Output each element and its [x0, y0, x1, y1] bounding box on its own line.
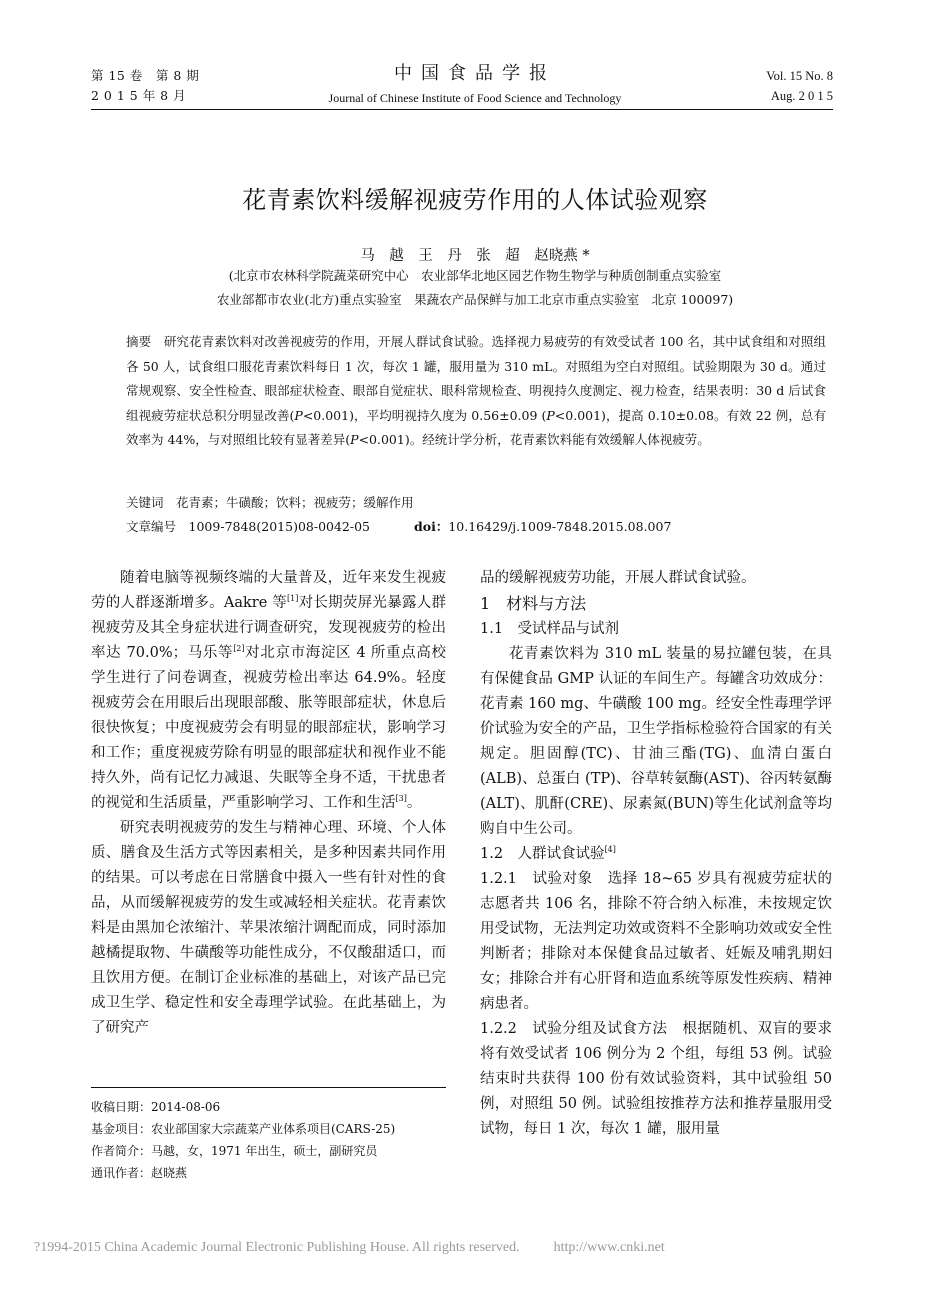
- citation-ref: [3]: [395, 794, 407, 804]
- body-paragraph: [91, 566, 446, 816]
- citation-ref: [4]: [604, 845, 616, 855]
- affiliation-line-2: 农业部都市农业(北方)重点实验室 果蔬农产品保鲜与加工北京市重点实验室 北京 100097): [216, 292, 734, 307]
- body-paragraph: 研究表明视疲劳的发生与精神心理、环境、个人体质、膳食及生活方式等因素相关，是多种因素共同作用的结果。可以考虑在日常膳食中摄入一些有针对性的食品，从而缓解视疲劳的发生或减轻相关症状。花青素饮料是由黑加仑浓缩汁、苹果浓缩汁调配而成，同时添加越橘提取物、牛磺酸等功能性成分，不仅酸甜适口，而且饮用方便。在制订企业标准的基础上，对该产品已完成卫生学、稳定性和安全毒理学试验。在此基础上，为了研究产: [91, 820, 446, 1036]
- footnote-fund: 基金项目：农业部国家大宗蔬菜产业体系项目(CARS-25): [91, 1122, 396, 1136]
- article-number-label: 文章编号: [126, 519, 177, 534]
- article-number: 1009-7848(2015)08-0042-05: [188, 519, 371, 534]
- copyright-link[interactable]: http://www.cnki.net: [553, 1240, 665, 1255]
- copyright-text: ?1994-2015 China Academic Journal Electronic Publishing House. All rights reserved.: [34, 1240, 520, 1255]
- header-date: 2 0 1 5 年 8 月: [91, 88, 187, 103]
- subsection-heading: [480, 842, 832, 867]
- body-paragraph: 1.2.1 试验对象 选择 18~65 岁具有视疲劳症状的志愿者共 106 名，排除不符合纳入标准，未按规定饮用受试物，无法判定功效或资料不全影响功效或安全性判断者；排除对本保健食品过敏者、妊娠及哺乳期妇女；排除合并有心肝肾和造血系统等原发性疾病、精神病患者。: [480, 871, 832, 1012]
- body-paragraph: 花青素饮料为 310 mL 装量的易拉罐包装，在具有保健食品 GMP 认证的车间生产。每罐含功效成分：花青素 160 mg、牛磺酸 100 mg。经安全性毒理学评价试验为安全的产品，卫生学指标检验符合国家的有关规定。胆固醇(TC)、甘油三酯(TG)、血清白蛋白 (ALB)、总蛋白 (TP)、谷草转氨酶(AST)、谷丙转氨酶(ALT)、肌酐(CRE)、尿素氮(BUN)等生化试剂盒等均购自中生公司。: [480, 646, 832, 837]
- body-text: 对北京市海淀区 4 所重点高校学生进行了问卷调查，视疲劳检出率达 64.9%。轻度视疲劳会在用眼后出现眼部酸、胀等眼部症状，休息后很快恢复；中度视疲劳会有明显的眼部症状，影响学习和工作；重度视疲劳除有明显的眼部症状和视作业不能持久外，尚有记忆力减退、失眠等全身不适，干扰患者的视觉和生活质量，严重影响学习、工作和生活: [91, 645, 446, 811]
- p-symbol: P: [350, 432, 359, 447]
- abstract-text: <0.001)，平均明视持久度为 0.56±0.09 (: [302, 407, 547, 423]
- body-column-left: [91, 566, 446, 1041]
- header-volume-en: Vol. 15 No. 8: [766, 69, 833, 83]
- abstract-text: <0.001)。经统计学分析，花青素饮料能有效缓解人体视疲劳。: [358, 432, 710, 447]
- journal-name-en: Journal of Chinese Institute of Food Science and Technology: [328, 91, 622, 105]
- affiliation-line-1: (北京市农林科学院蔬菜研究中心 农业部华北地区园艺作物生物学与种质创制重点实验室: [228, 268, 722, 283]
- p-symbol: P: [294, 407, 303, 423]
- header-journal: [287, 62, 663, 106]
- abstract-text: <0.001)，提高 0.10±0.08。有效 22 例，总有效率为 44%，与对照组比较有显著差异(: [126, 407, 826, 447]
- keywords-text: 花青素；牛磺酸；饮料；视疲劳；缓解作用: [176, 495, 414, 510]
- paper-title: 花青素饮料缓解视疲劳作用的人体试验观察: [242, 186, 708, 214]
- header-issue-info: [91, 66, 199, 106]
- journal-name-cn: 中国食品学报: [394, 63, 556, 84]
- body-text: 。: [406, 795, 422, 811]
- doi-label: doi：: [414, 519, 449, 534]
- body-column-right: [480, 566, 832, 1142]
- abstract-label: 摘要: [126, 334, 152, 349]
- body-paragraph: 1.2.2 试验分组及试食方法 根据随机、双盲的要求将有效受试者 106 例分为 2 个组，每组 53 例。试验结束时共获得 100 份有效试验资料，其中试验组 50 例，对照组 50 例。试验组按推荐方法和推荐量服用受试物，每日 1 次，每次 1 罐，服用量: [480, 1021, 832, 1137]
- footnote-divider: [91, 1087, 446, 1088]
- subsection-heading: 1.1 受试样品与试剂: [480, 621, 620, 637]
- header-divider: [91, 109, 833, 110]
- section-heading: 1 材料与方法: [480, 594, 587, 613]
- keywords-label: 关键词: [126, 495, 164, 510]
- footnote-received: 收稿日期：2014-08-06: [91, 1100, 221, 1114]
- copyright-notice: [34, 1240, 665, 1256]
- body-text: 随着电脑等视频终端的大量普及，近年来发生视疲劳的人群逐渐增多。Aakre 等: [91, 570, 446, 611]
- citation-ref: [1]: [286, 594, 299, 604]
- footnote-corresponding: 通讯作者：赵晓燕: [91, 1166, 188, 1180]
- abstract: [126, 330, 826, 453]
- article-info: [126, 516, 671, 538]
- keywords: [126, 492, 414, 514]
- author-list: 马 越 王 丹 张 超 赵晓燕 *: [360, 248, 590, 264]
- footnotes: [91, 1096, 471, 1184]
- header-volume: 第 15 卷 第 8 期: [91, 68, 200, 83]
- header-issue-info-en: [766, 66, 833, 106]
- doi-value: 10.16429/j.1009-7848.2015.08.007: [448, 519, 672, 534]
- body-text: 对长期荧屏光暴露人群视疲劳及其全身症状进行调查研究，发现视疲劳的检出率达 70.0%；马乐等: [91, 595, 447, 661]
- header-date-en: Aug. 2 0 1 5: [770, 89, 833, 103]
- body-paragraph-continued: 品的缓解视疲劳功能，开展人群试食试验。: [480, 570, 756, 586]
- abstract-text: 研究花青素饮料对改善视疲劳的作用，开展人群试食试验。选择视力易疲劳的有效受试者 100 名，其中试食组和对照组各 50 人，试食组口服花青素饮料每日 1 次，每次 1 罐，服用量为 310 mL。对照组为空白对照组。试验期限为 30 d。通过常规观察、安全性检查、眼部症状检查、眼部自觉症状、眼科常规检查、明视持久度测定、视力检查，结果表明：30 d 后试食组视疲劳症状总积分明显改善(: [126, 334, 826, 423]
- p-symbol: P: [546, 407, 555, 423]
- citation-ref: [2]: [233, 644, 245, 654]
- subsection-title: 1.2 人群试食试验: [480, 846, 605, 862]
- footnote-author-bio: 作者简介：马越，女，1971 年出生，硕士，副研究员: [91, 1144, 378, 1158]
